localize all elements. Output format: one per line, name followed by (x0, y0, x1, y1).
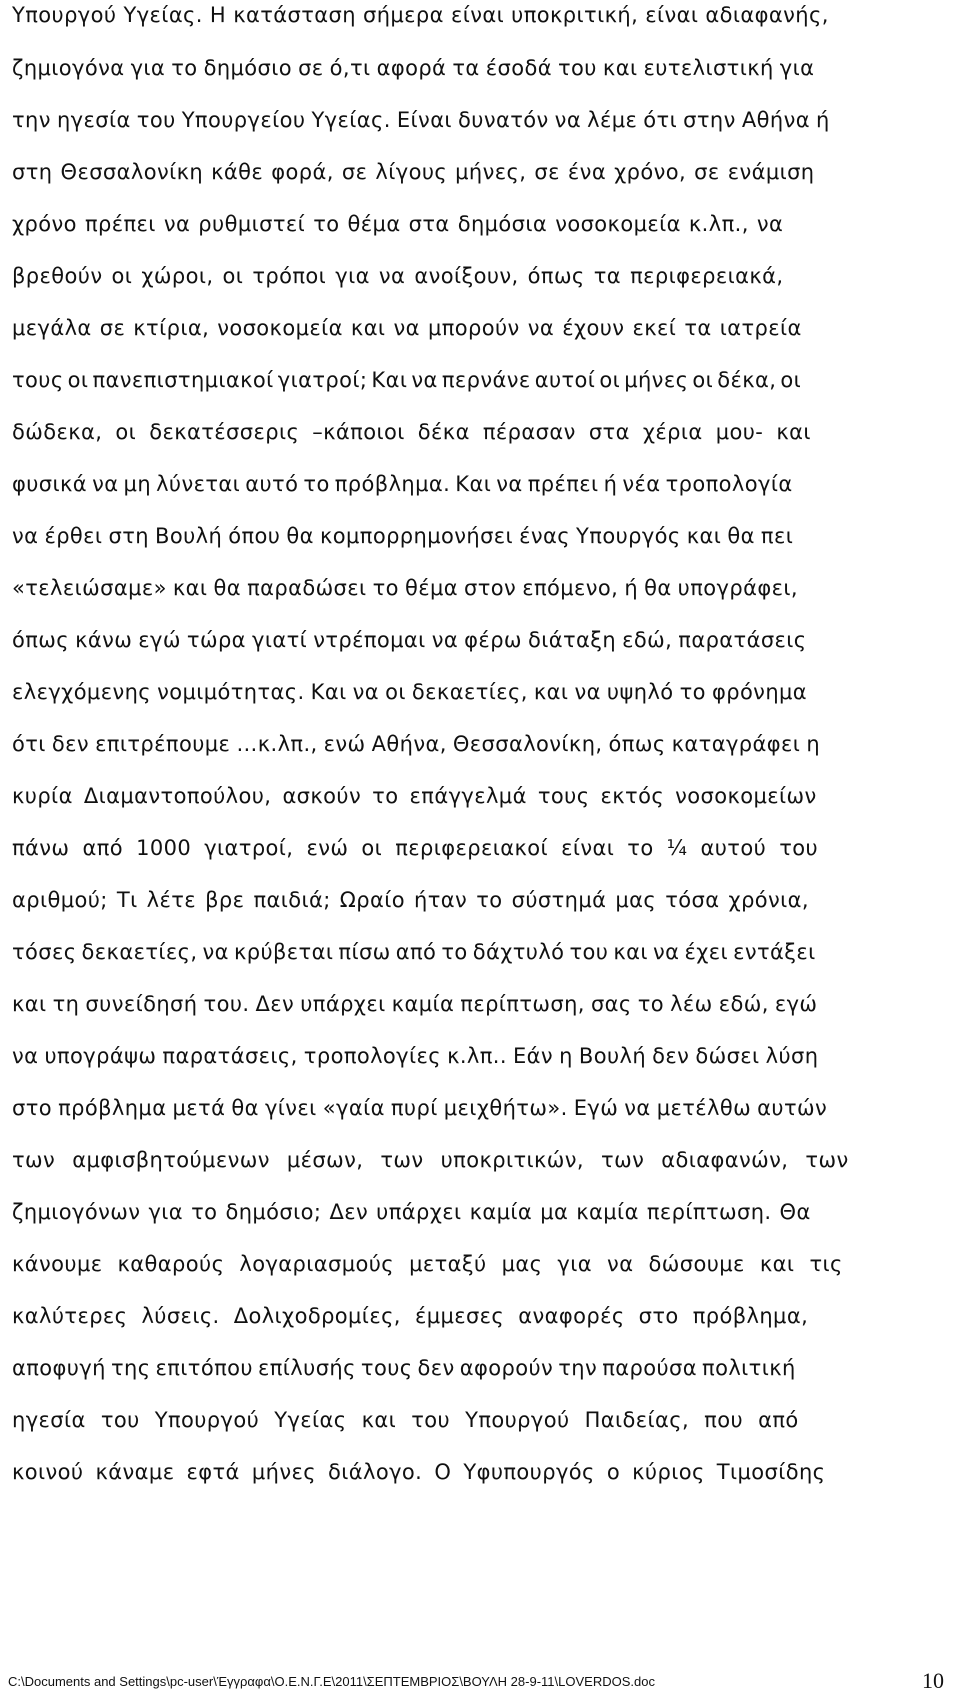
text-line: κυρία Διαμαντοπούλου, ασκούν το επάγγελμά τους εκτός νοσοκομείων (12, 784, 817, 808)
text-line: ζημιογόνα για το δημόσιο σε ό,τι αφορά τα έσοδά του και ευτελιστική για (12, 56, 815, 80)
text-line: πάνω από 1000 γιατροί, ενώ οι περιφερειακοί είναι το ¼ αυτού του (12, 836, 819, 860)
text-line: στο πρόβλημα μετά θα γίνει «γαία πυρί μειχθήτω». Εγώ να μετέλθω αυτών (12, 1096, 828, 1120)
text-line: και τη συνείδησή του. Δεν υπάρχει καμία περίπτωση, σας το λέω εδώ, εγώ (12, 992, 818, 1016)
text-line: μεγάλα σε κτίρια, νοσοκομεία και να μπορούν να έχουν εκεί τα ιατρεία (12, 316, 802, 340)
text-line: ζημιογόνων για το δημόσιο; Δεν υπάρχει καμία μα καμία περίπτωση. Θα (12, 1200, 811, 1224)
text-line: κάνουμε καθαρούς λογαριασμούς μεταξύ μας για να δώσουμε και τις (12, 1252, 843, 1276)
text-line: όπως κάνω εγώ τώρα γιατί ντρέπομαι να φέρω διάταξη εδώ, παρατάσεις (12, 628, 807, 652)
text-line: ότι δεν επιτρέπουμε …κ.λπ., ενώ Αθήνα, Θεσσαλονίκη, όπως καταγράφει η (12, 732, 821, 756)
text-line: τους οι πανεπιστημιακοί γιατροί; Και να περνάνε αυτοί οι μήνες οι δέκα, οι (12, 368, 802, 392)
text-line: δώδεκα, οι δεκατέσσερις –κάποιοι δέκα πέρασαν στα χέρια μου- και (12, 420, 811, 444)
text-line: αποφυγή της επιτόπου επίλυσής τους δεν αφορούν την παρούσα πολιτική (12, 1356, 796, 1380)
page-number: 10 (922, 1668, 944, 1693)
text-line: τόσες δεκαετίες, να κρύβεται πίσω από το δάχτυλό του και να έχει εντάξει (12, 940, 816, 964)
text-line: να υπογράψω παρατάσεις, τροπολογίες κ.λπ.. Εάν η Βουλή δεν δώσει λύση (12, 1044, 819, 1068)
footer-file-path: C:\Documents and Settings\pc-user\Έγγραφα\Ο.Ε.Ν.Γ.Ε\2011\ΣΕΠΤΕΜΒΡΙΟΣ\ΒΟΥΛΗ 28-9-11\LOVERDOS.doc (8, 1674, 655, 1689)
text-line: καλύτερες λύσεις. Δολιχοδρομίες, έμμεσες αναφορές στο πρόβλημα, (12, 1304, 809, 1328)
text-line: βρεθούν οι χώροι, οι τρόποι για να ανοίξουν, όπως τα περιφερειακά, (12, 264, 784, 288)
text-line: χρόνο πρέπει να ρυθμιστεί το θέμα στα δημόσια νοσοκομεία κ.λπ., να (12, 212, 784, 236)
text-line: ηγεσία του Υπουργού Υγείας και του Υπουργού Παιδείας, που από (12, 1408, 799, 1432)
text-line: να έρθει στη Βουλή όπου θα κομπορρημονήσει ένας Υπουργός και θα πει (12, 524, 794, 548)
text-line: στη Θεσσαλονίκη κάθε φορά, σε λίγους μήνες, σε ένα χρόνο, σε ενάμιση (12, 160, 815, 184)
text-line: κοινού κάναμε εφτά μήνες διάλογο. Ο Υφυπουργός ο κύριος Τιμοσίδης (12, 1460, 826, 1484)
text-line: αριθμού; Τι λέτε βρε παιδιά; Ωραίο ήταν το σύστημά μας τόσα χρόνια, (12, 888, 809, 912)
text-line: ελεγχόμενης νομιμότητας. Και να οι δεκαετίες, και να υψηλό το φρόνημα (12, 680, 808, 704)
text-line: Υπουργού Υγείας. Η κατάσταση σήμερα είναι υποκριτική, είναι αδιαφανής, (12, 3, 829, 27)
text-line: «τελειώσαμε» και θα παραδώσει το θέμα στον επόμενο, ή θα υπογράφει, (12, 576, 798, 600)
text-line: την ηγεσία του Υπουργείου Υγείας. Είναι δυνατόν να λέμε ότι στην Αθήνα ή (12, 108, 830, 132)
text-line: των αμφισβητούμενων μέσων, των υποκριτικών, των αδιαφανών, των (12, 1148, 849, 1172)
text-line: φυσικά να μη λύνεται αυτό το πρόβλημα. Και να πρέπει ή νέα τροπολογία (12, 472, 793, 496)
